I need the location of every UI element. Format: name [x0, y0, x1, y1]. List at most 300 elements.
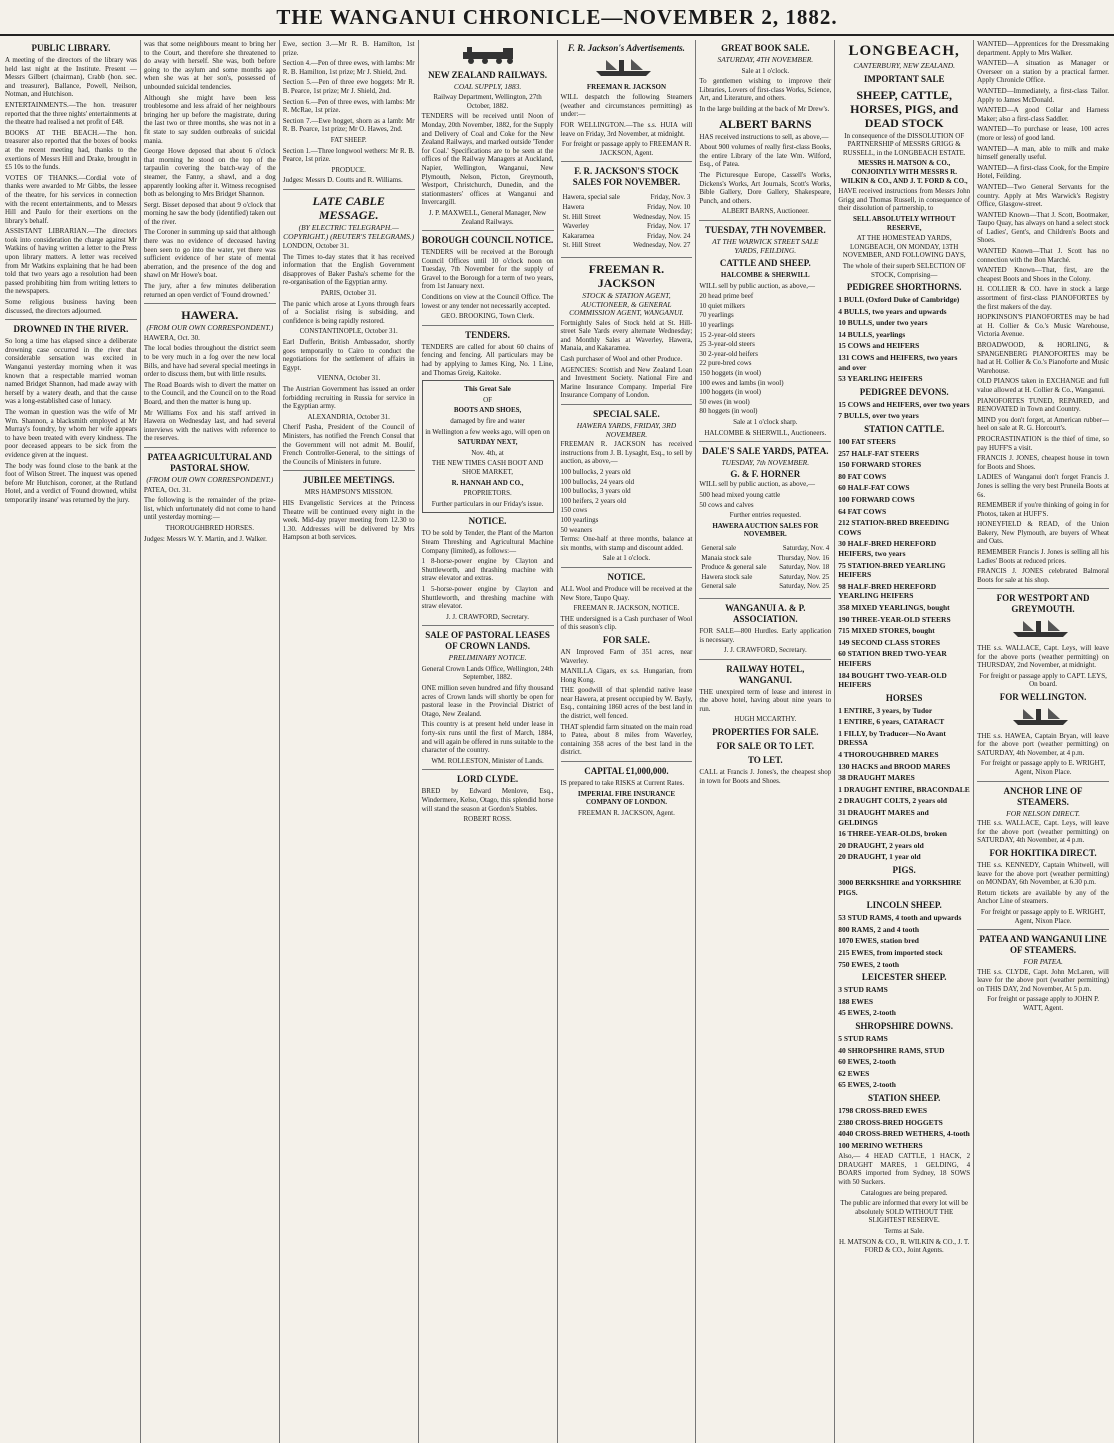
paragraph: For freight or passage apply to E. WRIGHT, Agent, Nixon Place.	[980, 759, 1106, 776]
paragraph: The panic which arose at Lyons through fears of a Socialist rising is subsiding, and confidence is being rapidly restored.	[282, 299, 415, 325]
steamer-icon	[977, 617, 1109, 642]
column-8	[974, 40, 1112, 1443]
classified-ad: HOPKINSON'S PIANOFORTES may be had at H. Collier & Co.'s Music Warehouse, Victoria Avenue.	[977, 313, 1109, 339]
classified-ad: WANTED—Immediately, a first-class Tailor. Apply to James McDonald.	[977, 86, 1109, 104]
list-item: 100 heifers, 2 years old	[560, 496, 627, 505]
divider	[561, 567, 693, 568]
headline: F. R. JACKSON'S STOCK SALES FOR NOVEMBER.	[572, 166, 681, 188]
paragraph: AN Improved Farm of 351 acres, near Waverley.	[560, 647, 693, 665]
stock-line: 60 EWES, 2-tooth	[838, 1057, 896, 1067]
classified-ad: WANTED—A man, able to milk and make himself generally useful.	[977, 144, 1109, 162]
list-item: 10 yearlings	[699, 321, 734, 330]
classified-ad: WANTED—A situation as Manager or Overseer on a station by a practical farmer. Apply Chronicle Office.	[977, 59, 1109, 85]
column-7	[835, 40, 974, 1443]
paragraph: Mr Williams Fox and his staff arrived in Hawera on Wednesday last, and had several interviews with the natives with reference to the reserves.	[143, 408, 276, 443]
headline: PROPERTIES FOR SALE.	[712, 727, 819, 738]
stock-line: 65 EWES, 2-tooth	[838, 1080, 896, 1090]
headline: FOR HOKITIKA DIRECT.	[989, 847, 1097, 858]
paragraph: HIS Evangelistic Services at the Princess Theatre will be continued every night in the week. Mid-day prayer meeting from 12.30 to 1.30. Addresses will be delivered by Mrs Hampson at both services.	[282, 498, 415, 542]
paragraph: For freight or passage apply to JOHN P. WATT, Agent.	[987, 995, 1100, 1013]
paragraph: To gentlemen wishing to improve their Libraries, Lovers of first-class Works, Science, Art, and Literature, and others.	[699, 77, 832, 103]
ad-line: This Great Sale	[464, 385, 511, 394]
headline: PEDIGREE SHORTHORNS.	[846, 282, 962, 293]
paragraph: THE s.s. WALLACE, Capt. Leys, will leave for the above ports (weather permitting) on THURSDAY, 2nd November, at midnight.	[977, 644, 1109, 670]
paragraph: ONE million seven hundred and fifty thousand acres of Crown lands will shortly be open for pastoral lease in the Provincial District of Otago, New Zealand.	[421, 684, 554, 718]
divider	[561, 257, 693, 258]
stock-line: 150 FORWARD STORES	[838, 460, 922, 470]
paragraph: Cash purchaser of Wool and other Produce.	[560, 355, 683, 364]
headline: PIGS.	[892, 865, 916, 875]
list-item: 50 ewes (in wool)	[699, 397, 750, 406]
headline: SALE OF PASTORAL LEASES OF CROWN LANDS.	[425, 630, 550, 652]
headline: IMPORTANT SALE	[863, 73, 945, 84]
paragraph: PRODUCE.	[331, 165, 366, 174]
list-item: 10 quiet milkers	[699, 301, 745, 310]
paragraph: HAVE received instructions from Messrs John Grigg and Thomas Russell, in consequence of their dissolution of partnership, to	[838, 187, 971, 213]
paragraph: PATEA, Oct. 31.	[143, 485, 191, 494]
list-item: 30 2-year-old heifers	[699, 349, 758, 358]
paragraph: This country is at present held under lease in forty-six runs until the first of March, 1884, and will again be offered in runs suitable to the character of the country.	[421, 720, 554, 755]
ad-line: damaged by fire and water	[450, 417, 525, 425]
divider	[561, 761, 693, 762]
headline: NOTICE.	[468, 516, 507, 527]
list-item: 70 yearlings	[699, 311, 734, 320]
paragraph: ROBERT ROSS.	[463, 815, 512, 824]
stock-line: 3000 BERKSHIRE and YORKSHIRE PIGS.	[838, 878, 962, 897]
paragraph: For freight or passage apply to CAPT. LEYS, On board.	[979, 671, 1107, 689]
steamer-icon	[977, 705, 1109, 730]
sale-row: Hawera Friday, Nov. 10	[562, 202, 691, 211]
divider	[977, 781, 1109, 782]
headline: PUBLIC LIBRARY.	[31, 43, 111, 53]
paragraph: The Picturesque Europe, Cassell's Works, Dickens's Works, Art Journals, Scott's Works, Bible Gallery, Dore Gallery, Shakespeare, Punch, and others.	[699, 170, 832, 205]
paragraph: PARIS, October 31.	[320, 289, 377, 298]
subheading: AT THE WARWICK STREET SALE YARDS, FEILDING.	[712, 236, 819, 255]
paragraph: CONSTANTINOPLE, October 31.	[299, 327, 398, 336]
stock-line: 98 HALF-BRED HEREFORD YEARLING HEIFERS	[838, 581, 937, 601]
classified-ad: PROCRASTINATION is the thief of time, so pay HUFF'S a visit.	[977, 434, 1109, 452]
masthead	[0, 0, 1114, 36]
paragraph: ENTERTAINMENTS.—The hon. treasurer reported that the three nights' entertainments at the theatre had realised a net profit of £48.	[5, 100, 137, 127]
stock-line: 4 THOROUGHBRED MARES	[838, 750, 939, 760]
paragraph: MESSRS H. MATSON & CO., CONJOINTLY WITH MESSRS R. WILKIN & CO., AND J. T. FORD & CO.,	[840, 159, 968, 185]
headline: DALE'S SALE YARDS, PATEA.	[702, 446, 829, 457]
stock-line: 100 FAT STEERS	[838, 437, 896, 447]
paragraph: Terms: One-half at three months, balance at six months, with stamp and discount added.	[560, 535, 693, 552]
stock-line: 14 BULLS, yearlings	[838, 329, 906, 339]
paragraph: FREEMAN R. JACKSON has received instructions from J. B. Lysaght, Esq., to sell by auction, as above,—	[560, 440, 693, 466]
sales-list	[699, 542, 831, 594]
stock-line: 38 DRAUGHT MARES	[838, 773, 915, 783]
stock-line: 257 HALF-FAT STEERS	[838, 448, 920, 458]
headline: FOR SALE.	[602, 634, 650, 645]
paragraph: Sale at 1 o'clock.	[741, 66, 790, 75]
paragraph: THE s.s. KENNEDY, Captain Whitwell, will leave for the above port (weather permitting) on MONDAY, 6th November, at 6.30 p.m.	[977, 860, 1109, 887]
paragraph: IMPERIAL FIRE INSURANCE COMPANY OF LONDON.	[577, 789, 676, 807]
paragraph: The whole of their superb SELECTION OF STOCK, Comprising—	[842, 261, 966, 279]
headline: FOR WESTPORT AND GREYMOUTH.	[996, 593, 1090, 615]
stock-line: 5 STUD RAMS	[838, 1033, 888, 1043]
newspaper-title: THE WANGANUI CHRONICLE—NOVEMBER 2, 1882.	[276, 4, 838, 29]
paragraph: THE unexpired term of lease and interest in the above hotel, having about nine years to run.	[699, 687, 832, 713]
paragraph: The jury, after a few minutes deliberation returned an open verdict of 'Found drowned.'	[143, 282, 276, 299]
paragraph: Section 6.—Pen of three ewes, with lambs: Mr R. McRae, 1st prize.	[282, 97, 415, 115]
paragraph: Terms at Sale.	[884, 1227, 925, 1236]
classified-ad: WANTED—Apprentices for the Dressmaking department. Apply to Mrs Walker.	[977, 40, 1109, 57]
paragraph: Fortnightly Sales of Stock held at St. Hill-street Sale Yards every alternate Wednesday; and Monthly Sales at Waverley, Hawera, Manaia, and Kakaramea.	[560, 318, 693, 353]
paragraph: HAWERA, Oct. 30.	[143, 333, 200, 342]
stock-line: 1 ENTIRE, 3 years, by Tudor	[838, 705, 933, 715]
classified-ad: PIANOFORTES TUNED, REPAIRED, and RENOVATED in Town and Country.	[977, 396, 1109, 414]
stock-line: 2 DRAUGHT COLTS, 2 years old	[838, 796, 948, 806]
headline: SHEEP, CATTLE, HORSES, PIGS, and DEAD STOCK	[850, 87, 959, 130]
headline: DROWNED IN THE RIVER.	[13, 324, 129, 335]
stock-line: 7 BULLS, over two years	[838, 411, 919, 421]
list-item: 100 yearlings	[560, 515, 599, 524]
headline: SHROPSHIRE DOWNS.	[855, 1020, 953, 1031]
paragraph: IS prepared to take RISKS at Current Rates.	[560, 779, 685, 788]
stock-line: 60 HALF-FAT COWS	[838, 483, 910, 493]
paragraph: FOR SALE—800 Hurdles. Early application is necessary.	[699, 626, 832, 644]
classified-ad: MIND you don't forget, at American rubber—heel on sale at R. G. Horcourt's.	[977, 415, 1109, 433]
paragraph: For freight or passage apply to E. WRIGHT, Agent, Nixon Place.	[980, 907, 1106, 925]
paragraph: Conditions on view at the Council Office. The lowest or any tender not necessarily accepted.	[421, 293, 554, 310]
classified-ad: FRANCIS J. JONES, cheapest house in town for Boots and Shoes.	[977, 454, 1109, 471]
paragraph: Return tickets are available by any of the Anchor Line of steamers.	[977, 888, 1109, 906]
paragraph: AGENCIES: Scottish and New Zealand Loan and Investment Society. National Fire and Marine Insurance Company. Imperial Fire Insurance Company of London.	[560, 365, 693, 400]
paragraph: G. & F. HORNER	[730, 468, 801, 479]
paragraph: THE s.s. WALLACE, Capt. Leys, will leave for the above port (weather permitting) on SATURDAY, 4th November, at 4 p.m.	[977, 819, 1109, 845]
headline: NOTICE.	[607, 571, 646, 582]
list-item: 150 hoggets (in wool)	[699, 369, 762, 378]
stock-line: 750 EWES, 2 tooth	[838, 959, 900, 969]
subheading: CANTERBURY, NEW ZEALAND.	[853, 61, 956, 70]
classified-ad: REMEMBER if you're thinking of going in for Photos, taken at HUFF'S.	[977, 501, 1109, 518]
paragraph: For freight or passage apply to FREEMAN R. JACKSON, Agent.	[561, 140, 691, 157]
paragraph: ALL Wool and Produce will be received at the New Store, Taupo Quay.	[560, 584, 693, 602]
sales-list	[561, 191, 693, 253]
classified-ad: WANTED—A good Collar and Harness Maker; also a first-class Saddler.	[977, 106, 1109, 123]
classified-ad: WANTED—A first-class Cook, for the Empire Hotel, Feilding.	[977, 163, 1109, 181]
column-3	[280, 40, 419, 1443]
subheading: STOCK & STATION AGENT, AUCTIONEER, & GENERAL COMMISSION AGENT, WANGANUI.	[569, 290, 684, 318]
paragraph: BRED by Edward Menlove, Esq., Windermere, Kelso, Otago, this splendid horse will stand the season at Gordon's Stables.	[421, 787, 554, 813]
paragraph: Sale at 1 o'clock.	[602, 554, 651, 563]
stock-line: 80 FAT COWS	[838, 471, 887, 481]
subheading: (FROM OUR OWN CORRESPONDENT.)	[146, 474, 274, 484]
stock-line: 30 HALF-BRED HEREFORD HEIFERS, two years	[838, 539, 937, 558]
headline: WANGANUI A. & P. ASSOCIATION.	[725, 602, 806, 624]
paragraph: HUGH MCCARTHY.	[734, 715, 797, 724]
paragraph: Further entries requested.	[729, 511, 801, 520]
paragraph: BOOKS AT THE BEACH.—The hon. treasurer also reported that the boxes of books at the recent meeting had, thanks to the exertions of Messrs Hill and Drake, brought in £5 10s to the funds.	[5, 128, 137, 172]
boot-sale-advert	[422, 380, 554, 513]
stock-line: 100 FORWARD COWS	[838, 495, 915, 504]
headline: HAWERA.	[181, 308, 239, 323]
headline: NEW ZEALAND RAILWAYS.	[428, 69, 548, 80]
divider	[144, 303, 276, 304]
paragraph: In the large building at the back of Mr Drew's.	[699, 104, 830, 113]
paragraph: Section 5.—Pen of three ewe hoggets: Mr R. B. Pearce, 1st prize; Mr J. Shield, 2nd.	[282, 78, 415, 95]
list-item: 100 bullocks, 3 years old	[560, 487, 631, 496]
paragraph: About 900 volumes of really first-class Books, the entire Library of the late Wm. Wilford, Esq., of Patea.	[699, 143, 832, 169]
stock-line: 64 FAT COWS	[838, 506, 887, 516]
paragraph: Catalogues are being prepared.	[860, 1188, 948, 1197]
subheading: TUESDAY, 7th NOVEMBER.	[721, 458, 810, 468]
paragraph: VIENNA, October 31.	[317, 374, 381, 383]
stock-line: 3 STUD RAMS	[838, 985, 888, 995]
paragraph: WILL despatch the following Steamers (weather and circumstances permitting) as under:—	[560, 93, 693, 119]
subheading: (BY ELECTRIC TELEGRAPH.—COPYRIGHT.) (REUTER'S TELEGRAMS.)	[283, 222, 415, 241]
headline: PATEA AND WANGANUI LINE OF STEAMERS.	[979, 934, 1107, 956]
paragraph: The following is the remainder of the prize-list, which unfortunately did not come to hand until yesterday morning:—	[143, 496, 276, 522]
headline: ANCHOR LINE OF STEAMERS.	[1003, 785, 1083, 807]
page-columns	[0, 36, 1114, 1443]
classified-ad: REMEMBER Francis J. Jones is selling all his Ladies' Boots at reduced prices.	[977, 548, 1109, 565]
paragraph: The public are informed that every lot will be absolutely SOLD WITHOUT THE SLIGHTEST RESERVE.	[840, 1199, 968, 1225]
paragraph: TENDERS will be received at the Borough Council Offices until 10 o'clock noon on Tuesday, 7th November for the supply of Gravel to the Borough for a term of two years, from 1st January next.	[421, 248, 554, 291]
paragraph: FREEMAN R. JACKSON	[586, 82, 666, 91]
paragraph: FAT SHEEP.	[330, 135, 367, 144]
paragraph: FREEMAN R. JACKSON, NOTICE.	[573, 604, 680, 613]
paragraph: WILL sell by public auction, as above,—	[699, 281, 815, 290]
paragraph: Section 4.—Pen of three ewes, with lambs: Mr R. B. Hamilton, 1st prize; Mr J. Shield, 2nd.	[282, 59, 415, 76]
headline: TUESDAY, 7TH NOVEMBER.	[704, 224, 826, 235]
paragraph: THOROUGHBRED HORSES.	[165, 523, 254, 532]
paragraph: LONDON, October 31.	[282, 242, 349, 251]
ad-line: PROPRIETORS.	[463, 489, 512, 498]
ad-line: Further particulars in our Friday's issue.	[431, 499, 544, 508]
stock-line: 20 DRAUGHT, 2 years old	[838, 840, 924, 850]
subheading: (FROM OUR OWN CORRESPONDENT.)	[146, 323, 274, 333]
paragraph: The body was found close to the bank at the foot of Wilson Street. The inquest was opened before Mr Hutchison, coroner, at the Rutland Hotel, and a verdict of 'Found drowned, whilst temporarily insane' was returned by the jury.	[5, 461, 137, 504]
list-item: 15 2-year-old steers	[699, 330, 755, 339]
railway-emblem-icon	[422, 42, 554, 67]
list-item: 50 cows and calves	[699, 500, 754, 509]
paragraph: HALCOMBE & SHERWILL	[720, 271, 810, 280]
paragraph: THAT splendid farm situated on the main road to Patea, about 8 miles from Waverley, containing 358 acres of the best land in the district.	[560, 722, 693, 757]
paragraph: General Crown Lands Office, Wellington, 24th September, 1882.	[421, 664, 554, 682]
divider	[283, 470, 415, 471]
sale-row: Manaia stock sale Thursday, Nov. 16	[701, 553, 830, 562]
headline: CATTLE AND SHEEP.	[719, 258, 811, 269]
paragraph: Sale at 1 o'clock sharp.	[733, 418, 798, 426]
sale-row: Waverley Friday, Nov. 17	[562, 222, 691, 231]
headline: LEICESTER SHEEP.	[861, 972, 947, 983]
headline: SPECIAL SALE.	[593, 409, 660, 420]
paragraph: Section 1.—Three longwool wethers: Mr R. B. Pearce, 1st prize.	[282, 146, 415, 164]
divider	[977, 929, 1109, 930]
stock-line: 212 STATION-BRED BREEDING COWS	[838, 518, 950, 537]
paragraph: VOTES OF THANKS.—Cordial vote of thanks were awarded to Mr Gibbs, the lessee of the theatre, for his services in connection with the recent entertainments, and to Messrs Hill and Paulo for their exertions on the library's behalf.	[5, 173, 137, 225]
headline: TENDERS.	[465, 329, 510, 340]
headline: TO LET.	[747, 755, 783, 766]
divider	[5, 319, 137, 320]
steamer-icon	[561, 56, 693, 81]
paragraph: Judges: Messrs W. Y. Martin, and J. Walker.	[143, 534, 267, 543]
stock-line: 1 DRAUGHT ENTIRE, BRACONDALE	[838, 784, 970, 794]
paragraph: ASSISTANT LIBRARIAN.—The directors took into consideration the charge against Mr Watkins of having written a letter to the Press upon library matters. A letter was received from Mr Watkins explaining that he had been told that two years ago a resolution had been passed prohibiting him from writing letters to the newspapers.	[5, 227, 137, 296]
sale-row: St. Hill Street Wednesday, Nov. 27	[562, 241, 691, 250]
ad-line: Nov. 4th, at	[471, 448, 504, 457]
classified-ad: LADIES of Wanganui don't forget Francis J. Jones is selling the very best Pruneila Boots at 6s.	[977, 473, 1109, 499]
paragraph: Railway Department, Wellington, 27th October, 1882.	[433, 93, 542, 110]
stock-line: 53 YEARLING HEIFERS	[838, 374, 923, 384]
ad-line: THE NEW TIMES CASH BOOT AND SHOE MARKET,	[431, 459, 544, 476]
stock-line: 40 SHROPSHIRE RAMS, STUD	[838, 1045, 945, 1055]
sale-row: Produce & general sale Saturday, Nov. 18	[701, 563, 830, 572]
stock-line: 131 COWS and HEIFERS, two years and over	[838, 353, 958, 372]
subheading: FOR NELSON DIRECT.	[1006, 808, 1080, 818]
paragraph: So long a time has elapsed since a deliberate drowning case occurred in the river that considerable sensation was excited in Wanganui yesterday morning when it was known that a respectable married woman named Bridget Shannon, had made away with herself by a watery death, and that the cause was a long-established case of lunacy.	[5, 337, 137, 406]
headline: CAPITAL £1,000,000.	[584, 766, 669, 777]
classified-ad: WANTED Known—That J. Scott has no connection with the Bon Marché.	[977, 247, 1109, 264]
paragraph: MRS HAMPSON'S MISSION.	[304, 488, 393, 497]
paragraph: 1 8-horse-power engine by Clayton and Shuttleworth, and thrashing machine with straw elevator and extras.	[421, 557, 554, 583]
list-item: 100 hoggets (in wool)	[699, 388, 762, 397]
stock-line: 62 EWES	[838, 1068, 870, 1078]
stock-line: 31 DRAUGHT MARES and GELDINGS	[838, 808, 929, 827]
divider	[422, 230, 554, 231]
paragraph: ALEXANDRIA, October 31.	[307, 412, 390, 421]
classified-ad: WANTED—To purchase or lease, 100 acres (more or less) of good land.	[977, 125, 1109, 142]
paragraph: Sergt. Bisset deposed that about 9 o'clock that morning he saw the body (identified) taken out of the river.	[143, 200, 276, 226]
classified-ad: WANTED—Two General Servants for the country. Apply at Mrs Warwick's Registry Office, Glasgow-street.	[977, 182, 1109, 209]
paragraph: THE s.s. HAWEA, Captain Bryan, will leave for the above port (weather permitting) on SATURDAY, 4th November, at 4 p.m.	[977, 731, 1109, 757]
paragraph: ALBERT BARNS, Auctioneer.	[721, 207, 809, 216]
stock-line: 4040 CROSS-BRED WETHERS, 4-tooth	[838, 1129, 970, 1139]
stock-line: 130 HACKS and BROOD MARES	[838, 761, 951, 771]
stock-line: 53 STUD RAMS, 4 tooth and upwards	[838, 913, 962, 923]
list-item: 100 ewes and lambs (in wool)	[699, 378, 784, 387]
list-item: 100 bullocks, 2 years old	[560, 468, 631, 476]
paragraph: 1 5-horse-power engine by Clayton and Shuttleworth, and threshing machine with straw elevator.	[421, 584, 554, 611]
stock-line: 1 BULL (Oxford Duke of Cambridge)	[838, 295, 960, 305]
stock-line: 1 ENTIRE, 6 years, CATARACT	[838, 717, 945, 727]
list-item: 100 bullocks, 24 years old	[560, 477, 635, 486]
column-4	[419, 40, 558, 1443]
paragraph: Judges: Messrs D. Coutts and R. Williams.	[282, 176, 403, 185]
ad-line: R. HANNAH AND CO.,	[451, 478, 524, 487]
classified-ad: FRANCIS J. JONES celebrated Balmoral Boots for sale at his shop.	[977, 567, 1109, 584]
subheading: FOR PATEA.	[1023, 957, 1063, 967]
stock-line: 2380 CROSS-BRED HOGGETS	[838, 1117, 943, 1127]
paragraph: J. P. MAXWELL, General Manager, New Zealand Railways.	[428, 208, 547, 226]
paragraph: In consequence of the DISSOLUTION OF PARTNERSHIP of MESSRS GRIGG & RUSSELL, in the LONGBEACH ESTATE.	[842, 131, 966, 157]
headline: HORSES	[885, 692, 923, 703]
sale-row: Hawera, special sale Friday, Nov. 3	[562, 193, 691, 202]
ad-line: OF	[483, 395, 493, 404]
stock-line: 149 SECOND CLASS STORES	[838, 637, 941, 647]
stock-line: 715 MIXED STORES, bought	[838, 626, 935, 636]
list-item: 20 head prime beef	[699, 292, 754, 301]
stock-line: 215 EWES, from imported stock	[838, 947, 943, 957]
paragraph: George Howe deposed that about 6 o'clock that morning he stood on the top of the tarpaulin covering the batch-way of the steamer, the Fanny, a shawl, and a dog apparently looking after it. Witness recognised both as belonging to Mrs Bridget Shannon.	[143, 147, 276, 199]
stock-line: 1 FILLY, by Traducer—No Avant DRESSA	[838, 728, 946, 748]
paragraph: was that some neighbours meant to bring her to the Court, and therefore she threatened to do away with herself. She was, both before going to the asylum and some months ago when she was at her son's, possessed of unbounded suicidal tendencies.	[143, 40, 276, 91]
divider	[422, 625, 554, 626]
headline: FOR WELLINGTON.	[999, 692, 1087, 702]
stock-line: 1070 EWES, station bred	[838, 936, 919, 946]
stock-line: 16 THREE-YEAR-OLDS, broken	[838, 829, 947, 839]
divider	[283, 189, 415, 190]
subheading: SATURDAY, 4TH NOVEMBER.	[717, 55, 814, 64]
headline: BOROUGH COUNCIL NOTICE.	[421, 235, 554, 246]
divider	[561, 404, 693, 405]
stock-line: 4 BULLS, two years and upwards	[838, 306, 947, 316]
paragraph: TO be sold by Tender, the Plant of the Marton Steam Threshing and Agricultural Machine Company (limited), as follows:—	[421, 529, 554, 555]
paragraph: HAWERA AUCTION SALES FOR NOVEMBER.	[712, 521, 819, 539]
divider	[422, 769, 554, 770]
paragraph: WILL sell by public auction, as above,—	[699, 480, 815, 489]
stock-line: 1798 CROSS-BRED EWES	[838, 1105, 928, 1115]
headline: PEDIGREE DEVONS.	[859, 386, 949, 397]
classified-ad: WANTED Known—That J. Scott, Bootmaker, Taupo Quay, has always on hand a select stock of Ladies', Gent's, and Children's Boots and Shoes.	[977, 210, 1109, 245]
column-5	[558, 40, 697, 1443]
stock-line: 15 COWS and HEIFERS	[838, 341, 920, 351]
headline: F. R. Jackson's Advertisements.	[567, 43, 685, 53]
paragraph: Cherif Pasha, President of the Council of Ministers, has notified the French Consul that the Government will not admit M. Boulif, French Controller-General, to the sittings of the Councils of Ministers in future.	[282, 423, 415, 466]
list-item: 500 head mixed young cattle	[699, 490, 781, 499]
sale-row: Hawera stock sale Saturday, Nov. 25	[701, 572, 830, 581]
stock-line: 188 EWES	[838, 996, 874, 1006]
subheading: PRELIMINARY NOTICE.	[448, 653, 527, 663]
paragraph: HAS received instructions to sell, as above,—	[699, 132, 829, 141]
paragraph: FOR WELLINGTON.—The s.s. HUIA will leave on Friday, 3rd November, at midnight.	[560, 120, 693, 138]
headline: STATION SHEEP.	[868, 1092, 941, 1103]
sale-row: Kakaramea Friday, Nov. 24	[562, 231, 691, 240]
headline: RAILWAY HOTEL, WANGANUI.	[726, 663, 805, 685]
headline: PATEA AGRICULTURAL AND PASTORAL SHOW.	[147, 451, 272, 473]
stock-line: 100 MERINO WETHERS	[838, 1140, 923, 1150]
classified-ad: OLD PIANOS taken in EXCHANGE and full value allowed at H. Collier & Co., Wanganui.	[977, 377, 1109, 394]
sale-row: General sale Saturday, Nov. 4	[701, 543, 830, 552]
ad-line: SATURDAY NEXT,	[457, 438, 518, 447]
paragraph: SELL ABSOLUTELY WITHOUT RESERVE,	[852, 214, 956, 232]
paragraph: The Coroner in summing up said that although there was no evidence of deceased having been seen to go into the water, yet there was sufficient evidence of her state of mental aberration, and the presence of the dog and shawl on Mr Howe's boat.	[143, 228, 276, 280]
paragraph: MANILLA Cigars, ex s.s. Hungarian, from Hong Kong.	[560, 667, 693, 684]
paragraph: J. J. CRAWFORD, Secretary.	[446, 612, 529, 621]
paragraph: FREEMAN R. JACKSON, Agent.	[578, 808, 675, 817]
paragraph: Also,— 4 HEAD CATTLE, 1 HACK, 2 DRAUGHT MARES, 1 GELDING, 4 BOARS imported from Sydney, 18 SOWS with 50 Suckers.	[838, 1152, 971, 1187]
divider	[699, 598, 831, 599]
headline: JUBILEE MEETINGS.	[302, 475, 395, 486]
paragraph: The Austrian Government has issued an order forbidding recruiting in Russia for service in the Egyptian army.	[282, 385, 415, 411]
headline: LORD CLYDE.	[456, 774, 519, 785]
paragraph: CALL at Francis J. Jones's, the cheapest shop in town for Boots and Shoes.	[699, 768, 832, 785]
headline: LINCOLN SHEEP.	[866, 900, 942, 911]
list-item: 22 pure-bred cows	[699, 359, 752, 368]
stock-line: 190 THREE-YEAR-OLD STEERS	[838, 614, 951, 624]
paragraph: H. MATSON & CO., R. WILKIN & CO., J. T. FORD & CO., Joint Agents.	[838, 1237, 970, 1255]
stock-line: 800 RAMS, 2 and 4 tooth	[838, 924, 920, 934]
subheading: COAL SUPPLY, 1883.	[453, 81, 522, 91]
headline: ALBERT BARNS	[719, 116, 812, 131]
stock-line: 20 DRAUGHT, 1 year old	[838, 852, 921, 862]
paragraph: Although she might have been less troublesome and less afraid of her neighbours bringing her up before the magistrate, during the last two or three months, she was not in a fit state to say sudden outbreaks of suicidal mania.	[143, 93, 276, 145]
paragraph: Earl Dufferin, British Ambassador, shortly goes temporarily to Cairo to conduct the negotiations for the settlement of affairs in Egypt.	[282, 338, 415, 372]
column-1	[2, 40, 141, 1443]
paragraph: THE s.s. CLYDE, Capt. John McLaren, will leave for the above port (weather permitting) on THIS DAY, 2nd November, At 5 p.m.	[977, 967, 1109, 993]
divider	[561, 161, 693, 162]
stock-line: 45 EWES, 2-tooth	[838, 1008, 896, 1018]
classified-ad: BROADWOOD, & HORLING, & SPANGENBERG PIANOFORTES may be had at H. Collier & Co.'s Pianoforte and Music Warehouse.	[977, 341, 1109, 375]
stock-line: 75 STATION-BRED YEARLING HEIFERS	[838, 560, 946, 580]
paragraph: The Road Boards wish to divert the matter on to the Council, and the Council on to the Road Board, and then the matter is hung up.	[143, 380, 276, 406]
paragraph: J. J. CRAWFORD, Secretary.	[723, 646, 807, 655]
headline: FOR SALE OR TO LET.	[716, 741, 814, 752]
subheading: HAWERA YARDS, FRIDAY, 3RD NOVEMBER.	[576, 421, 677, 439]
